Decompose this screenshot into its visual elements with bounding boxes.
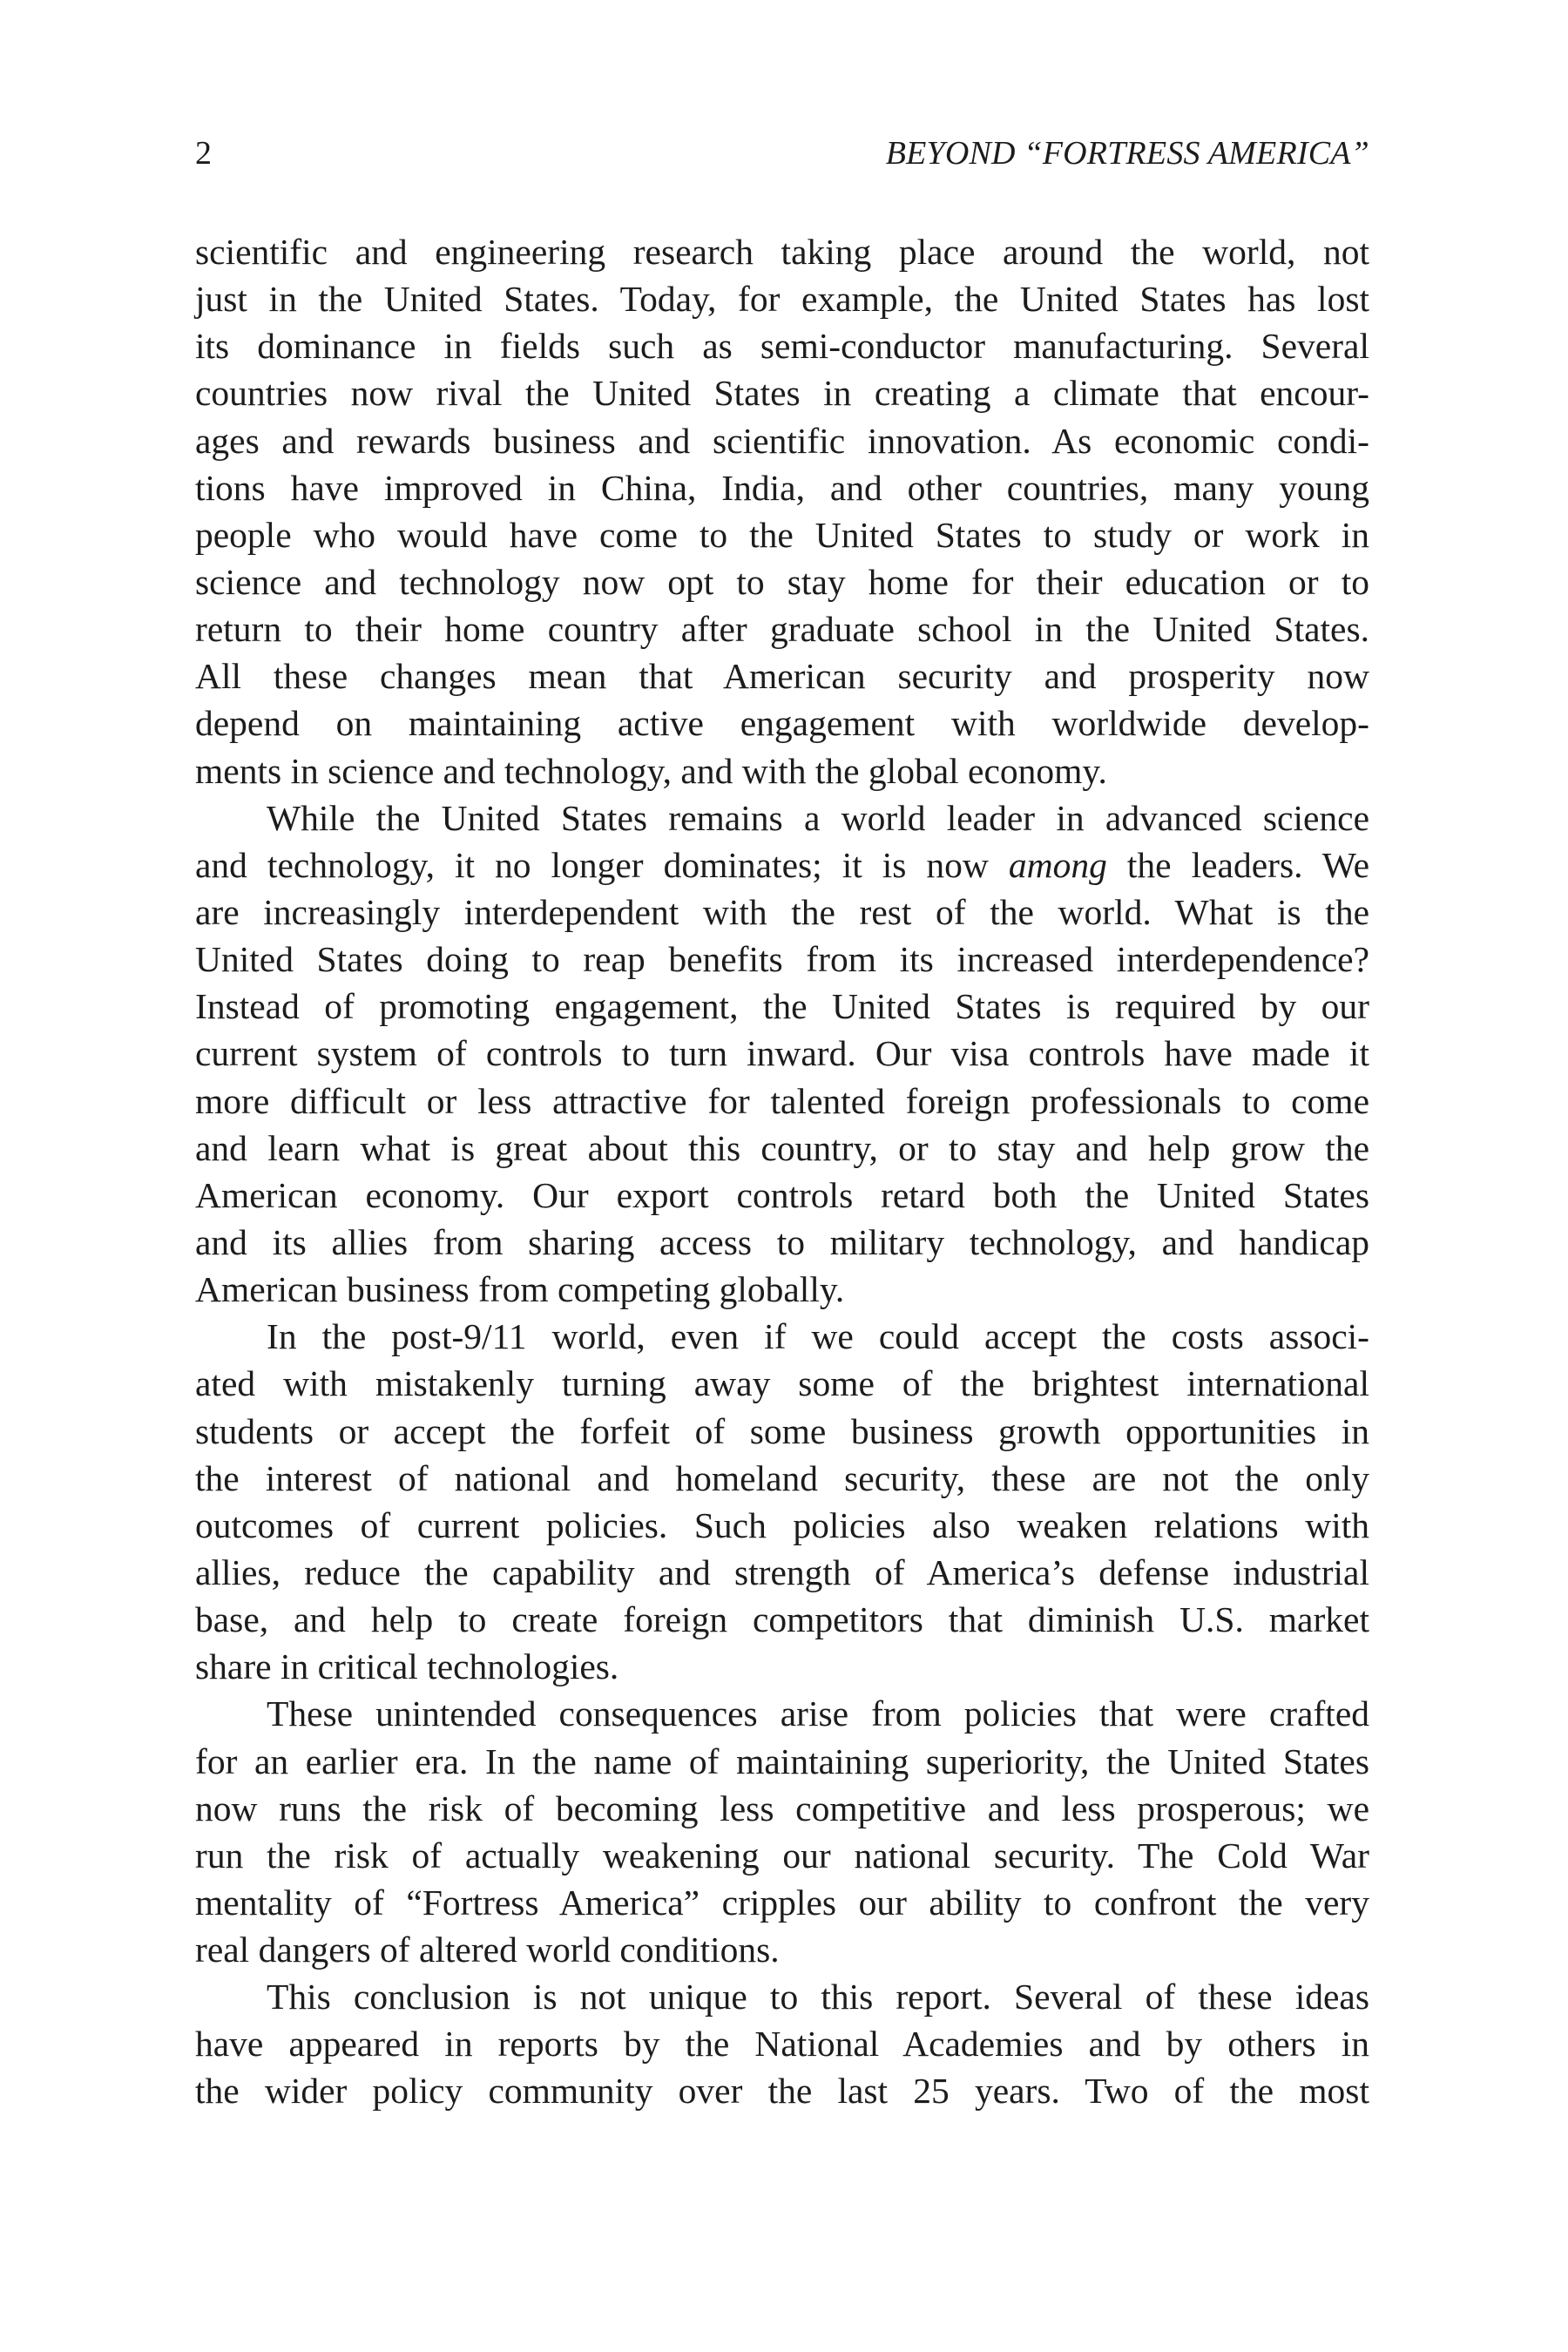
page-number: 2 <box>195 135 212 172</box>
running-header <box>195 131 1369 176</box>
text-line: people who would have come to the United States to study or work in <box>195 514 1369 555</box>
text-line: countries now rival the United States in creating a climate that encour- <box>195 373 1369 414</box>
text-line: This conclusion is not unique to this report. Several of these ideas <box>267 1977 1369 2017</box>
text-line: scientific and engineering research taking place around the world, not <box>195 232 1369 272</box>
text-line: just in the United States. Today, for example, the United States has lost <box>195 279 1369 320</box>
paragraph-5 <box>195 1973 1369 2114</box>
text-line: students or accept the forfeit of some business growth opportunities in <box>195 1410 1369 1451</box>
text-line: and learn what is great about this country, or to stay and help grow the <box>195 1127 1369 1168</box>
text-line: depend on maintaining active engagement with worldwide develop- <box>195 703 1369 744</box>
text-line: allies, reduce the capability and strength of America’s defense industrial <box>195 1551 1369 1592</box>
text-line: and its allies from sharing access to military technology, and handicap <box>195 1221 1369 1262</box>
line-tail: the leaders. We <box>1106 844 1369 885</box>
text-line: mentality of “Fortress America” cripples our ability to confront the very <box>195 1882 1369 1923</box>
text-line: run the risk of actually weakening our national security. The Cold War <box>195 1835 1369 1876</box>
text-line: have appeared in reports by the National Academies and by others in <box>195 2024 1369 2065</box>
text-line: the wider policy community over the last 25 years. Two of the most <box>195 2071 1369 2112</box>
emphasis-among: among <box>1008 844 1107 885</box>
text-line: real dangers of altered world conditions. <box>195 1930 780 1970</box>
running-title: BEYOND “FORTRESS AMERICA” <box>885 135 1369 172</box>
paragraph-4 <box>195 1690 1369 1973</box>
text-line: In the post-9/11 world, even if we could accept the costs associ- <box>267 1316 1369 1357</box>
text-line: tions have improved in China, India, and other countries, many young <box>195 467 1369 508</box>
text-line-with-emphasis <box>195 841 1369 889</box>
text-line: the interest of national and homeland security, these are not the only <box>195 1457 1369 1498</box>
paragraph-1 <box>195 228 1369 794</box>
text-line: its dominance in fields such as semi-conductor manufacturing. Several <box>195 326 1369 367</box>
paragraph-3 <box>195 1313 1369 1690</box>
text-line: While the United States remains a world leader in advanced science <box>267 797 1369 838</box>
text-line: outcomes of current policies. Such policies also weaken relations with <box>195 1504 1369 1545</box>
text-line: are increasingly interdependent with the rest of the world. What is the <box>195 891 1369 932</box>
text-line: American business from competing globally. <box>195 1269 845 1310</box>
body-text <box>195 228 1369 2115</box>
paragraph-2 <box>195 794 1369 1314</box>
text-line: science and technology now opt to stay home for their education or to <box>195 561 1369 602</box>
text-line: ments in science and technology, and with the global economy. <box>195 750 1107 791</box>
text-line: American economy. Our export controls retard both the United States <box>195 1174 1369 1215</box>
text-line: Instead of promoting engagement, the United States is required by our <box>195 986 1369 1027</box>
text-line: ages and rewards business and scientific innovation. As economic condi- <box>195 420 1369 461</box>
text-line: All these changes mean that American security and prosperity now <box>195 656 1369 697</box>
text-line: current system of controls to turn inward. Our visa controls have made it <box>195 1033 1369 1074</box>
text-line: ated with mistakenly turning away some of the brightest international <box>195 1363 1369 1404</box>
text-line: more difficult or less attractive for talented foreign professionals to come <box>195 1080 1369 1121</box>
text-line: base, and help to create foreign competitors that diminish U.S. market <box>195 1599 1369 1640</box>
text-line: now runs the risk of becoming less competitive and less prosperous; we <box>195 1788 1369 1828</box>
text-line: for an earlier era. In the name of maintaining superiority, the United States <box>195 1740 1369 1781</box>
text-line: return to their home country after graduate school in the United States. <box>195 609 1369 650</box>
text-line: These unintended consequences arise from policies that were crafted <box>267 1693 1369 1734</box>
text-line: share in critical technologies. <box>195 1646 619 1687</box>
line-head: and technology, it no longer dominates; it is now <box>195 844 1009 885</box>
text-line: United States doing to reap benefits from its increased interdependence? <box>195 939 1369 980</box>
